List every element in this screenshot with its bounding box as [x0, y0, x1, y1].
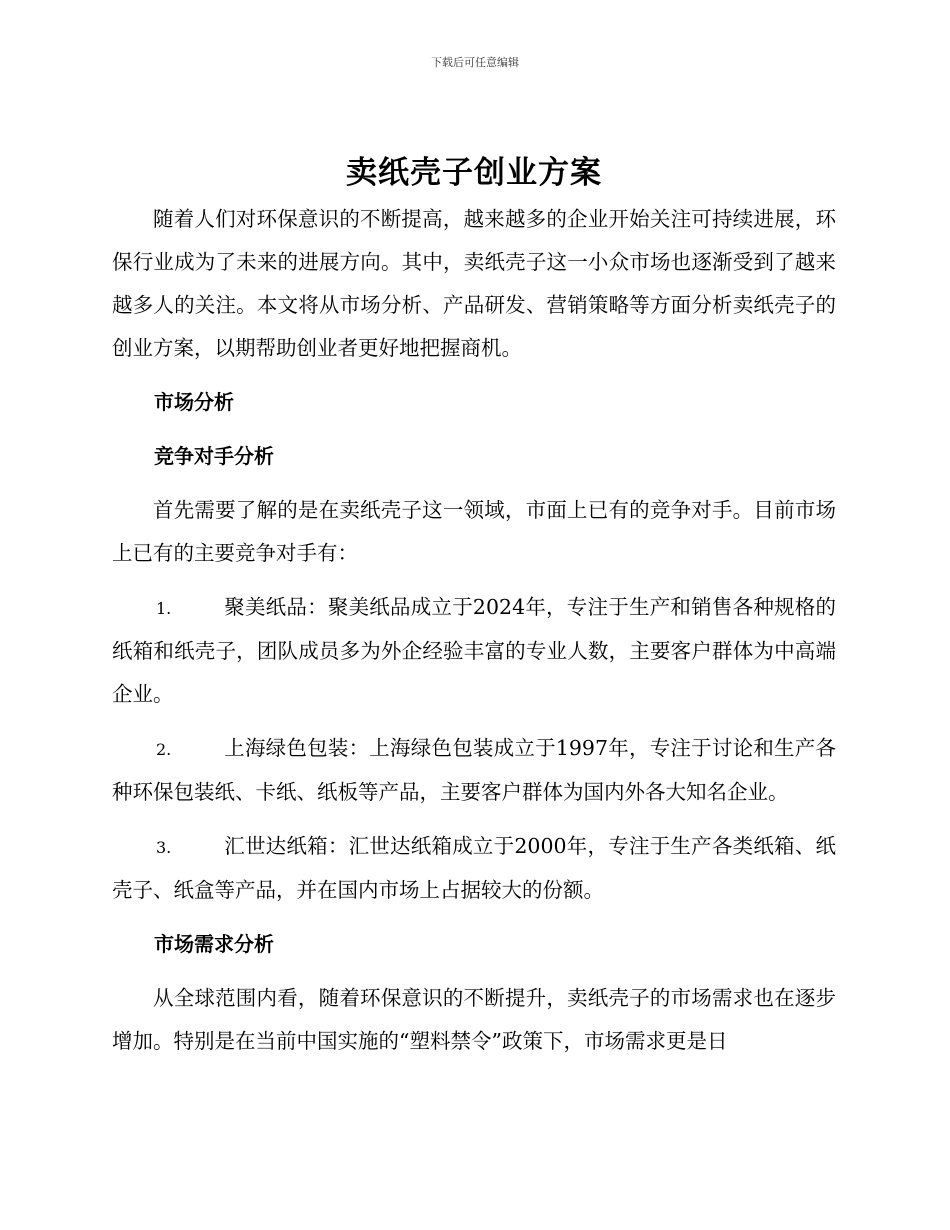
header-note: 下载后可任意编辑 [431, 56, 519, 69]
document-body [112, 148, 836, 1063]
intro-paragraph: 随着人们对环保意识的不断提高，越来越多的企业开始关注可持续进展，环保行业成为了未来的进展方向。其中，卖纸壳子这一小众市场也逐渐受到了越来越多人的关注。本文将从市场分析、产品研发、营销策略等方面分析卖纸壳子的创业方案，以期帮助创业者更好地把握商机。 [112, 207, 836, 360]
list-item-text: 汇世达纸箱：汇世达纸箱成立于2000年，专注于生产各类纸箱、纸壳子、纸盒等产品，并在国内市场上占据较大的份额。 [112, 834, 836, 902]
list-number: 2. [156, 740, 172, 759]
list-item-text: 上海绿色包装：上海绿色包装成立于1997年，专注于讨论和生产各种环保包装纸、卡纸、纸板等产品，主要客户群体为国内外各大知名企业。 [112, 736, 836, 804]
list-number: 3. [156, 838, 172, 857]
list-item [112, 586, 836, 716]
heading-competitor-analysis: 竞争对手分析 [154, 444, 274, 468]
demand-paragraph: 从全球范围内看，随着环保意识的不断提升，卖纸壳子的市场需求也在逐步增加。特别是在当前中国实施的“塑料禁令”政策下，市场需求更是日 [112, 986, 836, 1053]
heading-market-analysis: 市场分析 [154, 390, 234, 414]
list-item-text: 聚美纸品：聚美纸品成立于2024年，专注于生产和销售各种规格的纸箱和纸壳子，团队成员多为外企经验丰富的专业人数，主要客户群体为中高端企业。 [112, 595, 836, 706]
document-title: 卖纸壳子创业方案 [346, 155, 602, 191]
heading-market-demand: 市场需求分析 [154, 932, 274, 956]
list-item [112, 727, 836, 814]
list-number: 1. [156, 599, 172, 618]
list-item [112, 825, 836, 912]
competitors-intro-paragraph: 首先需要了解的是在卖纸壳子这一领域，市面上已有的竞争对手。目前市场上已有的主要竞争对手有： [112, 498, 836, 565]
